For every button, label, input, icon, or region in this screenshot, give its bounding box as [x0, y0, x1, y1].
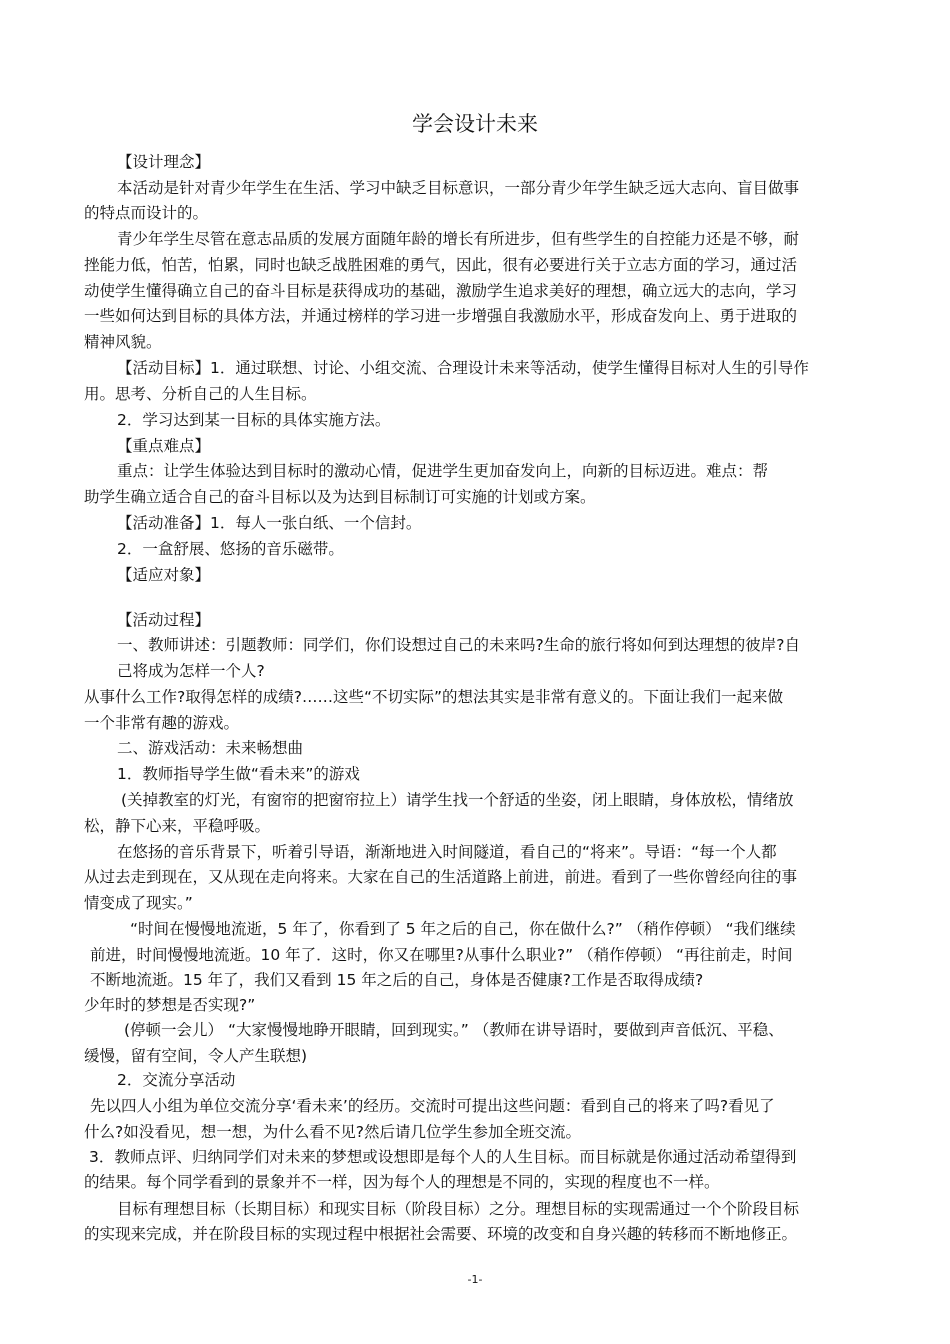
paragraph-line: 一个非常有趣的游戏。 — [84, 714, 240, 732]
paragraph-line: 2．学习达到某一目标的具体实施方法。 — [117, 411, 391, 429]
heading-key-points: 【重点难点】 — [117, 437, 211, 455]
paragraph-line: 的结果。每个同学看到的景象并不一样，因为每个人的理想是不同的，实现的程度也不一样。 — [84, 1173, 720, 1191]
paragraph-line: 一些如何达到目标的具体方法，并通过榜样的学习进一步增强自我激励水平，形成奋发向上、勇于进取的 — [84, 307, 798, 325]
heading-activity-goals: 【活动目标】1．通过联想、讨论、小组交流、合理设计未来等活动，使学生懂得目标对人生的引导作 — [117, 359, 809, 377]
paragraph-line: 用。思考、分析自己的人生目标。 — [84, 385, 317, 403]
section-heading: 二、游戏活动：未来畅想曲 — [117, 739, 304, 757]
paragraph-line: 助学生确立适合自己的奋斗目标以及为达到目标制订可实施的计划或方案。 — [84, 488, 596, 506]
heading-activity-process: 【活动过程】 — [117, 611, 211, 629]
paragraph-line: 少年时的梦想是否实现?” — [84, 996, 256, 1014]
paragraph-line: 在悠扬的音乐背景下，听着引导语，渐渐地进入时间隧道，看自己的“将来”。导语：“每一个人都 — [117, 843, 777, 861]
document-title: 学会设计未来 — [412, 112, 538, 136]
paragraph-line: 重点：让学生体验达到目标时的激动心情，促进学生更加奋发向上，向新的目标迈进。难点：帮 — [117, 462, 769, 480]
paragraph-line: 情变成了现实。” — [84, 894, 193, 912]
paragraph-line: (关掉教室的灯光，有窗帘的把窗帘拉上）请学生找一个舒适的坐姿，闭上眼睛，身体放松，情绪放 — [121, 791, 794, 809]
paragraph-line: 松，静下心来，平稳呼吸。 — [84, 817, 271, 835]
paragraph-line: 挫能力低，怕苦，怕累，同时也缺乏战胜困难的勇气，因此，很有必要进行关于立志方面的学习，通过活 — [84, 256, 798, 274]
heading-activity-preparation: 【活动准备】1．每人一张白纸、一个信封。 — [117, 514, 422, 532]
paragraph-line: 3．教师点评、归纳同学们对未来的梦想或设想即是每个人的人生目标。而目标就是你通过活动希望得到 — [89, 1148, 797, 1166]
paragraph-line: 的实现来完成，并在阶段目标的实现过程中根据社会需要、环境的改变和自身兴趣的转移而不断地修正。 — [84, 1225, 798, 1243]
heading-target-audience: 【适应对象】 — [117, 566, 211, 584]
paragraph-line: 不断地流逝。15 年了，我们又看到 15 年之后的自己，身体是否健康?工作是否取得成绩? — [90, 971, 704, 989]
page-number: -1- — [467, 1273, 483, 1286]
paragraph-line: 一、教师讲述：引题教师：同学们，你们设想过自己的未来吗?生命的旅行将如何到达理想的彼岸?自 — [117, 636, 800, 654]
paragraph-line: 1．教师指导学生做“看未来”的游戏 — [117, 765, 360, 783]
paragraph-line: 目标有理想目标（长期目标）和现实目标（阶段目标）之分。理想目标的实现需通过一个个阶段目标 — [117, 1200, 800, 1218]
paragraph-line: 2．一盒舒展、悠扬的音乐磁带。 — [117, 540, 344, 558]
paragraph-line: (停顿一会儿） “大家慢慢地睁开眼睛，回到现实。” （教师在讲导语时，要做到声音低沉、平稳、 — [124, 1021, 784, 1039]
heading-design-concept: 【设计理念】 — [117, 153, 211, 171]
paragraph-line: 己将成为怎样一个人? — [117, 662, 265, 680]
paragraph-line: 缓慢，留有空间，令人产生联想) — [84, 1047, 308, 1065]
paragraph-line: 动使学生懂得确立自己的奋斗目标是获得成功的基础，激励学生追求美好的理想，确立远大的志向，学习 — [84, 282, 798, 300]
paragraph-line: 精神风貌。 — [84, 333, 162, 351]
paragraph-line: 青少年学生尽管在意志品质的发展方面随年龄的增长有所进步，但有些学生的自控能力还是不够，耐 — [117, 230, 800, 248]
paragraph-line: “时间在慢慢地流逝，5 年了，你看到了 5 年之后的自己，你在做什么?” （稍作停顿） “我们继续 — [130, 920, 796, 938]
paragraph-line: 什么?如没看见，想一想，为什么看不见?然后请几位学生参加全班交流。 — [84, 1123, 581, 1141]
paragraph-line: 从事什么工作?取得怎样的成绩?……这些“不切实际”的想法其实是非常有意义的。下面让我们一起来做 — [84, 688, 784, 706]
paragraph-line: 的特点而设计的。 — [84, 204, 209, 222]
paragraph-line: 先以四人小组为单位交流分享‘看未来’的经历。交流时可提出这些问题：看到自己的将来了吗?看见了 — [90, 1097, 775, 1115]
paragraph-line: 从过去走到现在，又从现在走向将来。大家在自己的生活道路上前进，前进。看到了一些你曾经向往的事 — [84, 868, 798, 886]
paragraph-line: 前进，时间慢慢地流逝。10 年了．这时，你又在哪里?从事什么职业?” （稍作停顿） “再往前走，时间 — [90, 946, 793, 964]
paragraph-line: 本活动是针对青少年学生在生活、学习中缺乏目标意识，一部分青少年学生缺乏远大志向、盲目做事 — [117, 179, 800, 197]
paragraph-line: 2．交流分享活动 — [117, 1071, 236, 1089]
